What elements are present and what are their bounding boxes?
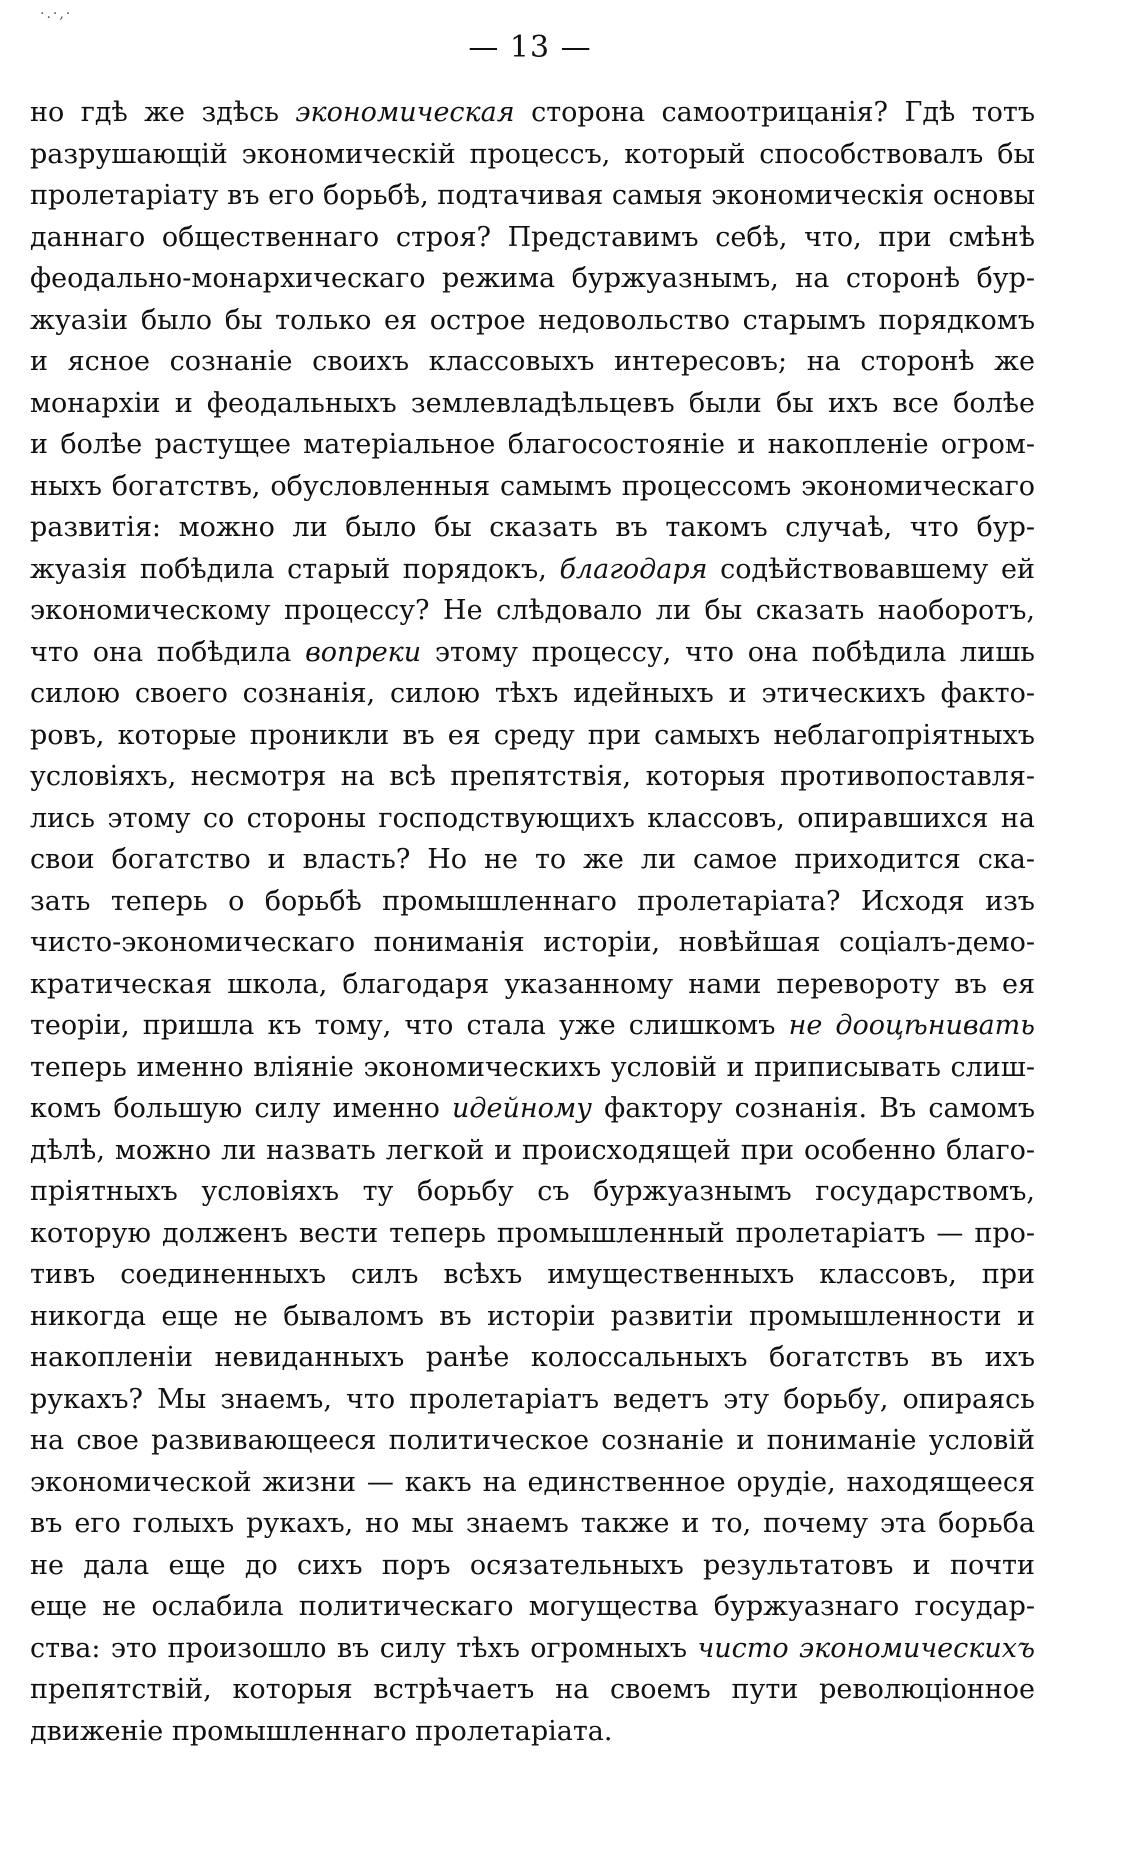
text-segment: на свое развивающееся политическое сознаніе и пониманіе условій (30, 1425, 1035, 1456)
text-segment: феодально-монархическаго режима буржуазнымъ, на сторонѣ бур- (30, 263, 1035, 294)
text-segment: кратическая школа, благодаря указанному нами перевороту въ ея (30, 968, 1035, 1000)
text-segment: силою своего сознанія, силою тѣхъ идейныхъ и этическихъ факто- (30, 678, 1035, 709)
text-segment: зать теперь о борьбѣ промышленнаго пролетаріата? Исходя изъ (30, 885, 1035, 917)
text-line (30, 466, 1035, 508)
text-segment: въ его голыхъ рукахъ, но мы знаемъ также и то, почему эта борьба (30, 1508, 1035, 1539)
text-segment: но гдѣ же здѣсь (30, 97, 296, 128)
text-segment: даннаго общественнаго строя? Представимъ себѣ, что, при смѣнѣ (30, 221, 1035, 253)
text-line (30, 507, 1035, 549)
text-line (30, 92, 1035, 134)
text-segment: ства: это произошло въ силу тѣхъ огромныхъ (30, 1632, 698, 1664)
text-segment: фактору сознанія. Въ самомъ (591, 1093, 1035, 1124)
text-segment: тивъ соединенныхъ силъ всѣхъ имущественныхъ классовъ, при (30, 1259, 1035, 1290)
text-line (30, 1420, 1035, 1462)
text-line (30, 341, 1035, 383)
text-segment: ровъ, которые проникли въ ея среду при самыхъ неблагопріятныхъ (30, 719, 1035, 751)
text-line (30, 1545, 1035, 1587)
text-segment: никогда еще не бываломъ въ исторіи развитіи промышленности и (30, 1300, 1035, 1332)
text-line (30, 715, 1035, 757)
text-segment: свои богатство и власть? Но не то же ли самое приходится ска- (30, 844, 1035, 875)
text-line (30, 1586, 1035, 1628)
text-segment: жуазіи было бы только ея острое недовольство старымъ порядкомъ (30, 304, 1035, 336)
text-segment: условіяхъ, несмотря на всѣ препятствія, которыя противопоставля- (30, 761, 1035, 792)
italic-phrase: благодаря (559, 553, 708, 585)
text-line (30, 839, 1035, 881)
text-line (30, 1628, 1035, 1670)
text-segment: этому процессу, что она побѣдила лишь (421, 636, 1035, 668)
scan-specks: ·.·,· (40, 6, 73, 22)
text-line (30, 1503, 1035, 1545)
body-text (30, 92, 1035, 1752)
text-line (30, 632, 1035, 674)
text-segment: не дала еще до сихъ поръ осязательныхъ результатовъ и почти (30, 1549, 1035, 1581)
text-segment: монархіи и феодальныхъ землевладѣльцевъ были бы ихъ все болѣе (30, 387, 1035, 419)
italic-phrase: экономическая (295, 97, 515, 128)
text-line (30, 424, 1035, 466)
text-segment: пріятныхъ условіяхъ ту борьбу съ буржуазнымъ государствомъ, (30, 1176, 1035, 1207)
text-line (30, 175, 1035, 217)
text-line (30, 673, 1035, 715)
text-line (30, 549, 1035, 591)
text-line (30, 1296, 1035, 1338)
text-segment: лись этому со стороны господствующихъ классовъ, опиравшихся на (30, 802, 1035, 834)
text-segment: теперь именно вліяніе экономическихъ условій и приписывать слиш- (30, 1051, 1035, 1083)
text-segment: которую долженъ вести теперь промышленный пролетаріатъ — про- (30, 1217, 1035, 1249)
text-line (30, 1005, 1035, 1047)
text-segment: чисто-экономическаго пониманія исторіи, новѣйшая соціалъ-демо- (30, 927, 1035, 958)
text-line (30, 1088, 1035, 1130)
text-line (30, 1711, 1035, 1753)
text-line (30, 217, 1035, 259)
text-line (30, 1379, 1035, 1421)
text-segment: и болѣе растущее матеріальное благосостояніе и накопленіе огром- (30, 429, 1035, 460)
text-line (30, 1254, 1035, 1296)
text-line (30, 922, 1035, 964)
text-segment: ныхъ богатствъ, обусловленныя самымъ процессомъ экономическаго (30, 470, 1035, 502)
italic-phrase: не дооцѣнивать (788, 1010, 1035, 1041)
text-segment: что она побѣдила (30, 636, 306, 668)
page-number: — 13 — (468, 30, 592, 65)
text-segment: накопленіи невиданныхъ ранѣе колоссальныхъ богатствъ въ ихъ (30, 1342, 1035, 1373)
italic-phrase: чисто экономическихъ (697, 1632, 1035, 1664)
text-line (30, 1213, 1035, 1255)
text-line (30, 1047, 1035, 1089)
text-segment: сторона самоотрицанія? Гдѣ тотъ (514, 97, 1035, 128)
text-line (30, 881, 1035, 923)
italic-phrase: идейному (452, 1093, 592, 1124)
text-segment: экономическому процессу? Не слѣдовало ли бы сказать наоборотъ, (30, 595, 1035, 626)
text-line (30, 383, 1035, 425)
text-segment: препятствій, которыя встрѣчаетъ на своемъ пути революціонное (30, 1674, 1035, 1705)
text-segment: и ясное сознаніе своихъ классовыхъ интересовъ; на сторонѣ же (30, 346, 1035, 377)
text-segment: движеніе промышленнаго пролетаріата. (30, 1715, 613, 1747)
text-segment: теоріи, пришла къ тому, что стала уже слишкомъ (30, 1010, 789, 1041)
text-line (30, 300, 1035, 342)
text-segment: еще не ослабила политическаго могущества буржуазнаго государ- (30, 1591, 1035, 1622)
text-segment: экономической жизни — какъ на единственное орудіе, находящееся (30, 1466, 1035, 1498)
text-line (30, 1130, 1035, 1172)
text-segment: жуазія побѣдила старый порядокъ, (30, 553, 560, 585)
text-segment: дѣлѣ, можно ли назвать легкой и происходящей при особенно благо- (30, 1134, 1035, 1166)
text-segment: пролетаріату въ его борьбѣ, подтачивая самыя экономическія основы (30, 180, 1035, 211)
text-segment: рукахъ? Мы знаемъ, что пролетаріатъ ведетъ эту борьбу, опираясь (30, 1383, 1035, 1415)
text-line (30, 798, 1035, 840)
text-segment: разрушающій экономическій процессъ, который способствовалъ бы (30, 138, 1035, 170)
text-line (30, 590, 1035, 632)
text-line (30, 1337, 1035, 1379)
text-segment: содѣйствовавшему ей (707, 553, 1035, 585)
text-line (30, 1171, 1035, 1213)
text-line (30, 756, 1035, 798)
text-line (30, 134, 1035, 176)
text-line (30, 964, 1035, 1006)
text-segment: комъ большую силу именно (30, 1093, 452, 1124)
text-line (30, 1462, 1035, 1504)
italic-phrase: вопреки (305, 636, 422, 668)
text-segment: развитія: можно ли было бы сказать въ такомъ случаѣ, что бур- (30, 512, 1035, 543)
text-line (30, 1669, 1035, 1711)
text-line (30, 258, 1035, 300)
